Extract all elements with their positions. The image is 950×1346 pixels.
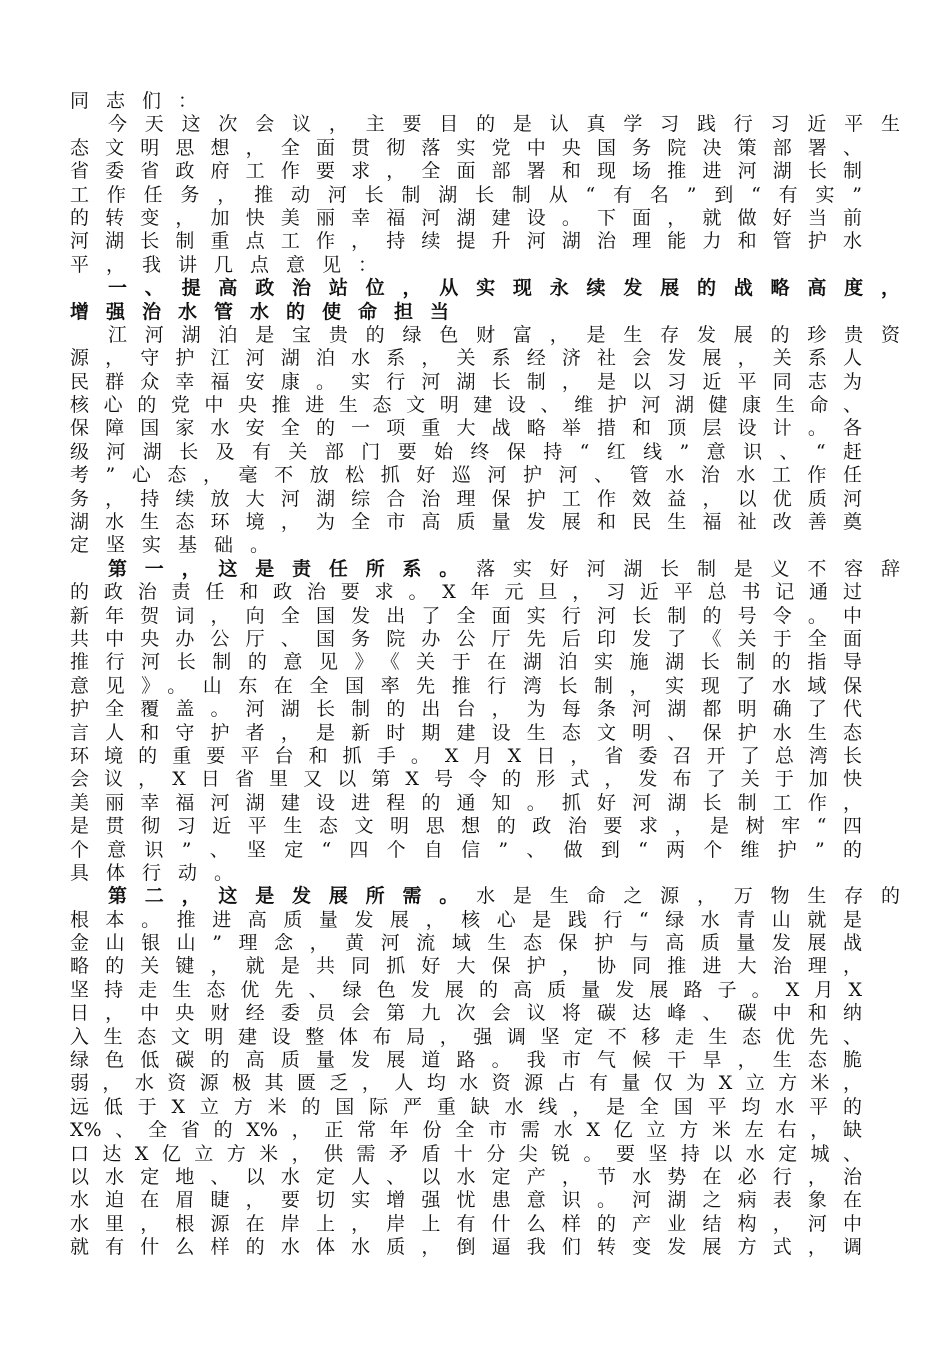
text-line: 一、提高政治站位，从实现永续发展的战略高度， [108,277,900,300]
text-line: 的政治责任和政治要求。X年元旦，习近平总书记通过 [70,581,862,604]
text-line: 根本。推进高质量发展，核心是践行“绿水青山就是 [70,908,862,931]
text-line: 新年贺词，向全国发出了全面实行河长制的号令。中 [70,604,862,627]
text-line: 源，守护江河湖泊水系，关系经济社会发展，关系人 [70,347,862,370]
text-line: 护全覆盖。河湖长制的出台，为每条河湖都明确了代 [70,698,862,721]
text-line: 略的关键，就是共同抓好大保护，协同推进大治理， [70,955,862,978]
text-line: 是贯彻习近平生态文明思想的政治要求，是树牢“四 [70,815,862,838]
text-line: 个意识”、坚定“四个自信”、做到“两个维护”的 [70,838,862,861]
text-line: 水迫在眉睫，要切实增强忧患意识。河湖之病表象在 [70,1189,862,1212]
text-line: 务，持续放大河湖综合治理保护工作效益，以优质河 [70,487,862,510]
text-line: 坚持走生态优先、绿色发展的高质量发展路子。X月X [70,978,862,1001]
text-line: 态文明思想，全面贯彻落实党中央国务院决策部署、 [70,136,862,159]
text-line: 具体行动。 [70,861,251,884]
text-line: 入生态文明建设整体布局，强调坚定不移走生态优先、 [70,1025,862,1048]
text-line: 民群众幸福安康。实行河湖长制，是以习近平同志为 [70,370,862,393]
text-line: 河湖长制重点工作，持续提升河湖治理能力和管护水 [70,230,862,253]
text-line: 弱，水资源极其匮乏，人均水资源占有量仅为X立方米， [70,1072,862,1095]
text-line: 环境的重要平台和抓手。X月X日，省委召开了总湾长 [70,744,862,767]
text-line: 第二，这是发展所需。水是生命之源，万物生存的 [108,885,900,908]
text-line: 第一，这是责任所系。落实好河湖长制是义不容辞 [108,557,900,580]
text-line: 定坚实基础。 [70,534,287,557]
text-line: 口达X亿立方米，供需矛盾十分尖锐。要坚持以水定城、 [70,1142,862,1165]
text-line: 以水定地、以水定人、以水定产，节水势在必行，治 [70,1165,862,1188]
text-line: 的转变，加快美丽幸福河湖建设。下面，就做好当前 [70,206,862,229]
text-line: 意见》。山东在全国率先推行湾长制，实现了水域保 [70,674,862,697]
text-line: 远低于X立方米的国际严重缺水线，是全国平均水平的 [70,1095,862,1118]
section-lead: 第一，这是责任所系。 [108,557,477,580]
text-line: 核心的党中央推进生态文明建设、维护河湖健康生命、 [70,394,862,417]
text-line: 省委省政府工作要求，全面部署和现场推进河湖长制 [70,160,862,183]
text-line: 言人和守护者，是新时期建设生态文明、保护水生态 [70,721,862,744]
text-line: 日，中央财经委员会第九次会议将碳达峰、碳中和纳 [70,1002,862,1025]
text-line: 级河湖长及有关部门要始终保持“红线”意识、“赶 [70,440,862,463]
text-line: 考”心态，毫不放松抓好巡河护河、管水治水工作任 [70,464,862,487]
text-line: 绿色低碳的高质量发展道路。我市气候干旱，生态脆 [70,1049,862,1072]
text-line: 增强治水管水的使命担当 [70,300,467,323]
text-line: 平，我讲几点意见： [70,253,395,276]
text-line: 美丽幸福河湖建设进程的通知。抓好河湖长制工作， [70,791,862,814]
text-line: 同志们： [70,90,215,112]
text-line: 工作任务，推动河长制湖长制从“有名”到“有实” [70,183,862,206]
text-line: 水里，根源在岸上，岸上有什么样的产业结构，河中 [70,1212,862,1235]
section-lead: 第二，这是发展所需。 [108,885,477,908]
text-line: 共中央办公厅、国务院办公厅先后印发了《关于全面 [70,627,862,650]
text-line: 江河湖泊是宝贵的绿色财富，是生存发展的珍贵资 [108,323,900,346]
text-line: X%、全省的X%，正常年份全市需水X亿立方米左右，缺 [70,1119,862,1142]
document-body [70,90,900,1260]
text-line: 金山银山”理念，黄河流域生态保护与高质量发展战 [70,932,862,955]
text-line: 湖水生态环境，为全市高质量发展和民生福祉改善奠 [70,511,862,534]
text-line: 今天这次会议，主要目的是认真学习践行习近平生 [108,113,900,136]
text-line: 就有什么样的水体水质，倒逼我们转变发展方式，调 [70,1236,862,1259]
text-line: 保障国家水安全的一项重大战略举措和顶层设计。各 [70,417,862,440]
text-line: 会议，X日省里又以第X号令的形式，发布了关于加快 [70,768,862,791]
text-line: 推行河长制的意见》《关于在湖泊实施湖长制的指导 [70,651,862,674]
